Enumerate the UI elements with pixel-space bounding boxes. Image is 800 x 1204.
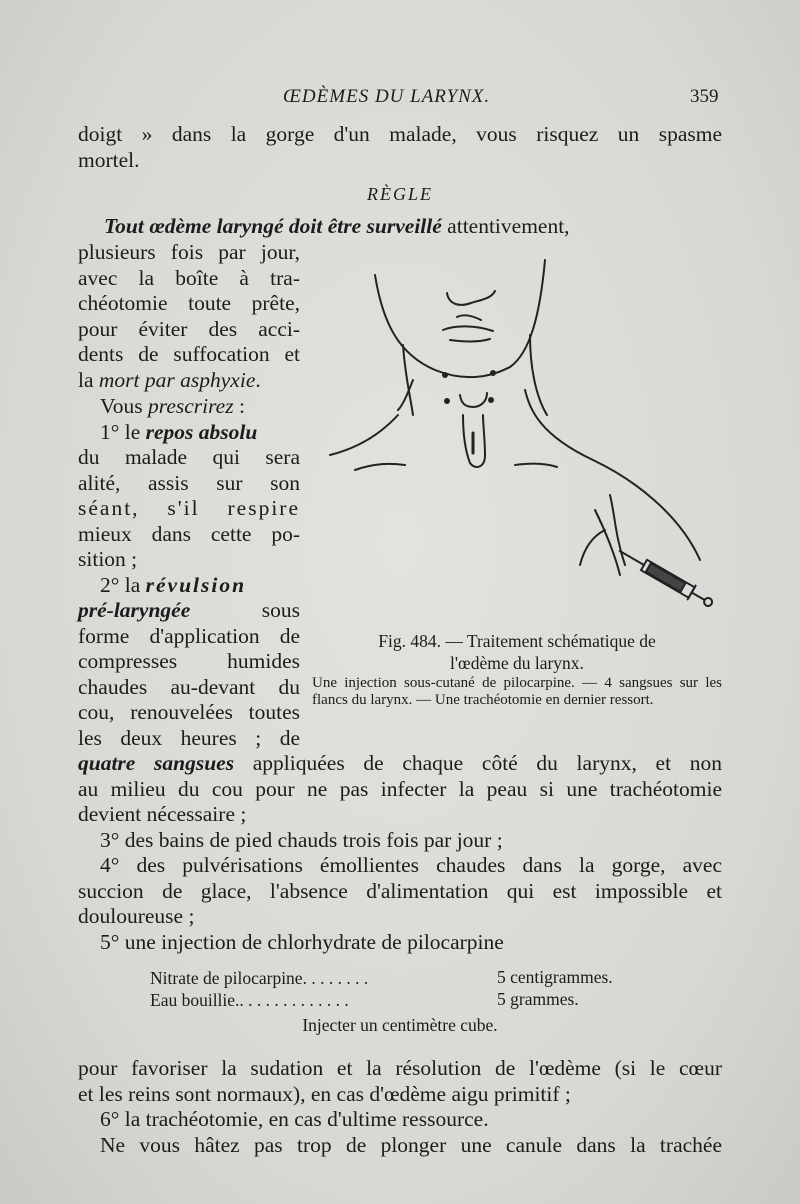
item2-line-9: au milieu du cou pour ne pas infecter la peau si une trachéotomie <box>78 777 722 801</box>
item2-line-6: cou, renouvelées toutes <box>78 700 300 724</box>
caption-title-line-2: l'œdème du larynx. <box>450 653 584 673</box>
item2-line-8 <box>78 751 722 776</box>
last-line: Ne vous hâtez pas trop de plonger une canule dans la trachée <box>100 1133 722 1157</box>
item2-line-5: chaudes au-devant du <box>78 675 300 699</box>
caption-title-line-1: Fig. 484. — Traitement schématique de <box>378 631 656 651</box>
item4-line-3: douloureuse ; <box>78 904 195 928</box>
item2-line-3: forme d'application de <box>78 624 300 648</box>
item1-line-2: du malade qui sera <box>78 445 300 469</box>
item2-bold-2: pré-laryngée <box>78 598 191 622</box>
column-line-4: pour éviter des acci- <box>78 317 300 341</box>
neck-illustration <box>325 255 725 625</box>
intro-line-2: mortel. <box>78 148 140 172</box>
item1-line-3: alité, assis sur son <box>78 471 300 495</box>
item4-line-1: 4° des pulvérisations émollientes chaudes dans la gorge, avec <box>100 853 722 877</box>
item1-line-5: mieux dans cette po- <box>78 522 300 546</box>
asphyxie-line <box>78 368 261 393</box>
item1-line-1 <box>100 420 257 445</box>
prescrirez-prefix: Vous <box>100 394 148 418</box>
column-line-2: avec la boîte à tra- <box>78 266 300 290</box>
column-line-5: dents de suffocation et <box>78 342 300 366</box>
item2-line-7: les deux heures ; de <box>78 726 300 750</box>
after-line-1: pour favoriser la sudation et la résolution de l'œdème (si le cœur <box>78 1056 722 1080</box>
formula-row-1-amount: 5 centigrammes. <box>497 967 613 987</box>
prescrirez-line <box>100 394 245 419</box>
running-header <box>0 86 800 112</box>
item2-number: 2° la <box>100 573 146 597</box>
item1-number: 1° le <box>100 420 146 444</box>
rule-heading: RÈGLE <box>367 184 433 204</box>
asphyxie-italic: mort par asphyxie <box>98 368 256 392</box>
item6-line: 6° la trachéotomie, en cas d'ultime ressource. <box>100 1107 489 1131</box>
item1-bold: repos absolu <box>145 420 258 444</box>
item2-line-2 <box>78 598 300 623</box>
formula-row-1-name: Nitrate de pilocarpine. . . . . . . . <box>150 968 369 988</box>
item4-line-2: succion de glace, l'absence d'alimentation qui est impossible et <box>78 879 722 903</box>
item1-line-4: séant, s'il respire <box>78 496 300 520</box>
item5-line: 5° une injection de chlorhydrate de pilocarpine <box>100 930 504 954</box>
figure-caption-title <box>312 630 722 674</box>
rule-bold-text: Tout œdème laryngé doit être surveillé <box>104 214 442 238</box>
prescrirez-italic: prescrirez <box>148 394 234 418</box>
column-line-1: plusieurs fois par jour, <box>78 240 300 264</box>
item2-line-8-rest: appliquées de chaque côté du larynx, et non <box>234 751 722 775</box>
item2-line-1 <box>100 573 246 598</box>
item2-sous: sous <box>261 598 300 622</box>
formula-row-2-name: Eau bouillie.. . . . . . . . . . . . . <box>150 990 349 1010</box>
formula-note: Injecter un centimètre cube. <box>302 1015 498 1035</box>
column-line-3: chéotomie toute prête, <box>78 291 300 315</box>
item1-line-6: sition ; <box>78 547 138 571</box>
intro-line-1: doigt » dans la gorge d'un malade, vous risquez un spasme <box>78 122 722 146</box>
rule-rest-text: attentivement, <box>441 214 570 238</box>
running-title: ŒDÈMES DU LARYNX. <box>283 86 491 107</box>
item2-line-4: compresses humides <box>78 649 300 673</box>
item2-line-10: devient nécessaire ; <box>78 802 247 826</box>
asphyxie-prefix: la <box>78 368 99 392</box>
item3-line: 3° des bains de pied chauds trois fois par jour ; <box>100 828 503 852</box>
asphyxie-suffix: . <box>255 368 261 392</box>
formula-row-2-amount: 5 grammes. <box>497 989 579 1009</box>
after-line-2: et les reins sont normaux), en cas d'œdème aigu primitif ; <box>78 1082 571 1106</box>
figure-caption-body: Une injection sous-cutané de pilocarpine. — 4 sangsues sur les flancs du larynx. — Une trachéotomie en dernier ressort. <box>312 675 722 708</box>
page-number: 359 <box>690 86 719 107</box>
item2-sangsues: quatre sangsues <box>78 751 235 775</box>
rule-line <box>104 214 722 239</box>
item2-bold-1: révulsion <box>145 573 247 597</box>
prescrirez-suffix: : <box>233 394 245 418</box>
